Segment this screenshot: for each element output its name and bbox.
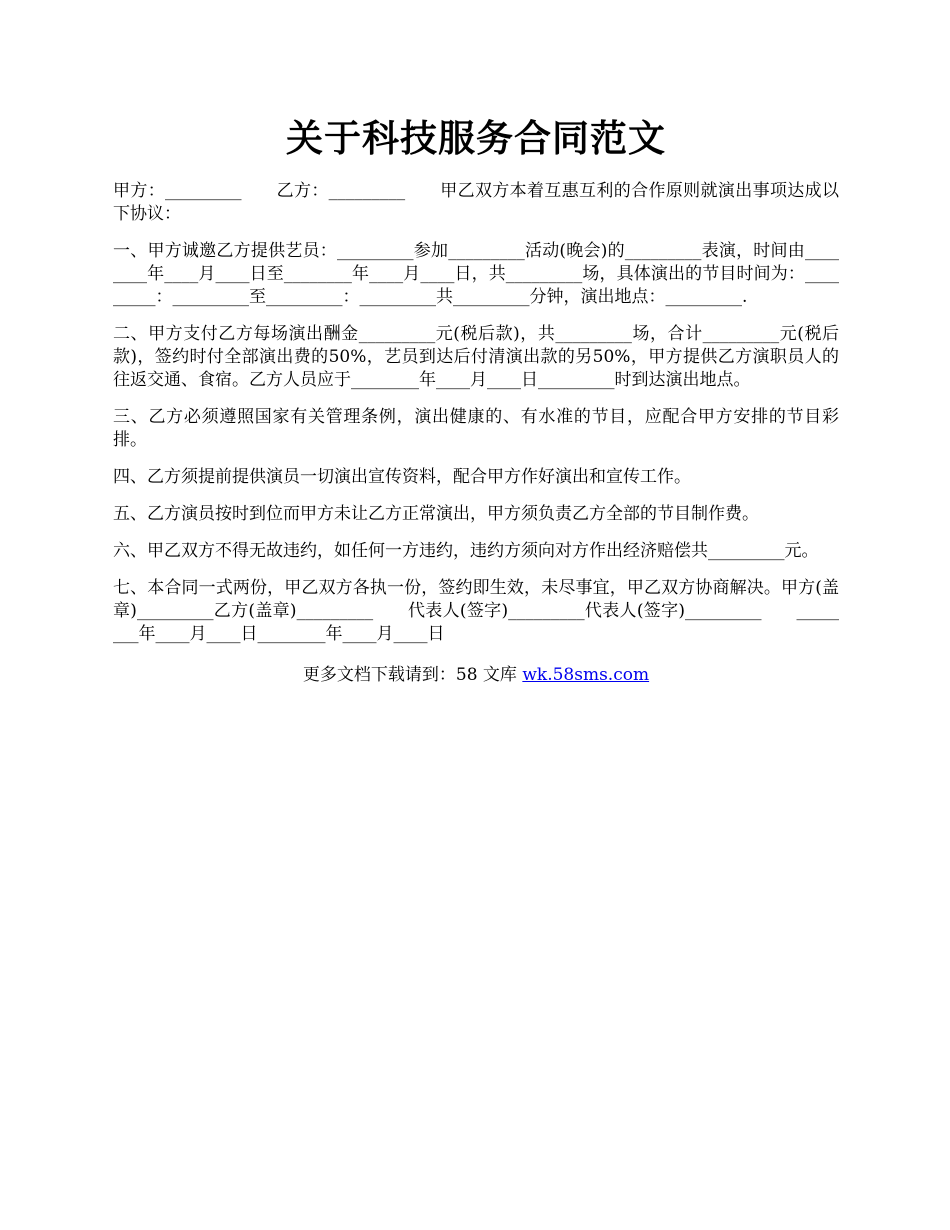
clause-1: 一、甲方诚邀乙方提供艺员：_________参加_________活动(晚会)的_________表演，时间由________年____月____日至________年____月____日，共_________场，具体演出的节目时间为：_________：_________至_________：_________共_________分钟，演出地点：_________. [113,241,839,307]
clause-4: 四、乙方须提前提供演员一切演出宣传资料，配合甲方作好演出和宣传工作。 [113,467,691,487]
footer [113,664,839,687]
footer-text: 更多文档下载请到：58 文库 [302,665,523,685]
document-page [113,110,839,704]
clause-3: 三、乙方必须遵照国家有关管理条例，演出健康的、有水准的节目，应配合甲方安排的节目彩排。 [113,407,839,450]
intro-paragraph: 甲方：_________ 乙方：_________ 甲乙双方本着互惠互利的合作原则就演出事项达成以下协议： [113,181,839,224]
clause-6: 六、甲乙双方不得无故违约，如任何一方违约，违约方须向对方作出经济赔偿共_________元。 [113,541,819,561]
clause-2: 二、甲方支付乙方每场演出酬金_________元(税后款)，共_________场，合计_________元(税后款)，签约时付全部演出费的50%，艺员到达后付清演出款的另50%，甲方提供乙方演职员人的往返交通、食宿。乙方人员应于________年____月____日_________时到达演出地点。 [113,324,839,390]
footer-link[interactable]: wk.58sms.com [522,665,650,685]
clause-7: 七、本合同一式两份，甲乙双方各执一份，签约即生效，未尽事宜，甲乙双方协商解决。甲方(盖章)_________乙方(盖章)_________ 代表人(签字)_________代表人(签字)_________ ________年____月____日________年____月____日 [113,578,839,644]
clause-5: 五、乙方演员按时到位而甲方未让乙方正常演出，甲方须负责乙方全部的节目制作费。 [113,504,759,524]
document-title: 关于科技服务合同范文 [286,116,666,160]
